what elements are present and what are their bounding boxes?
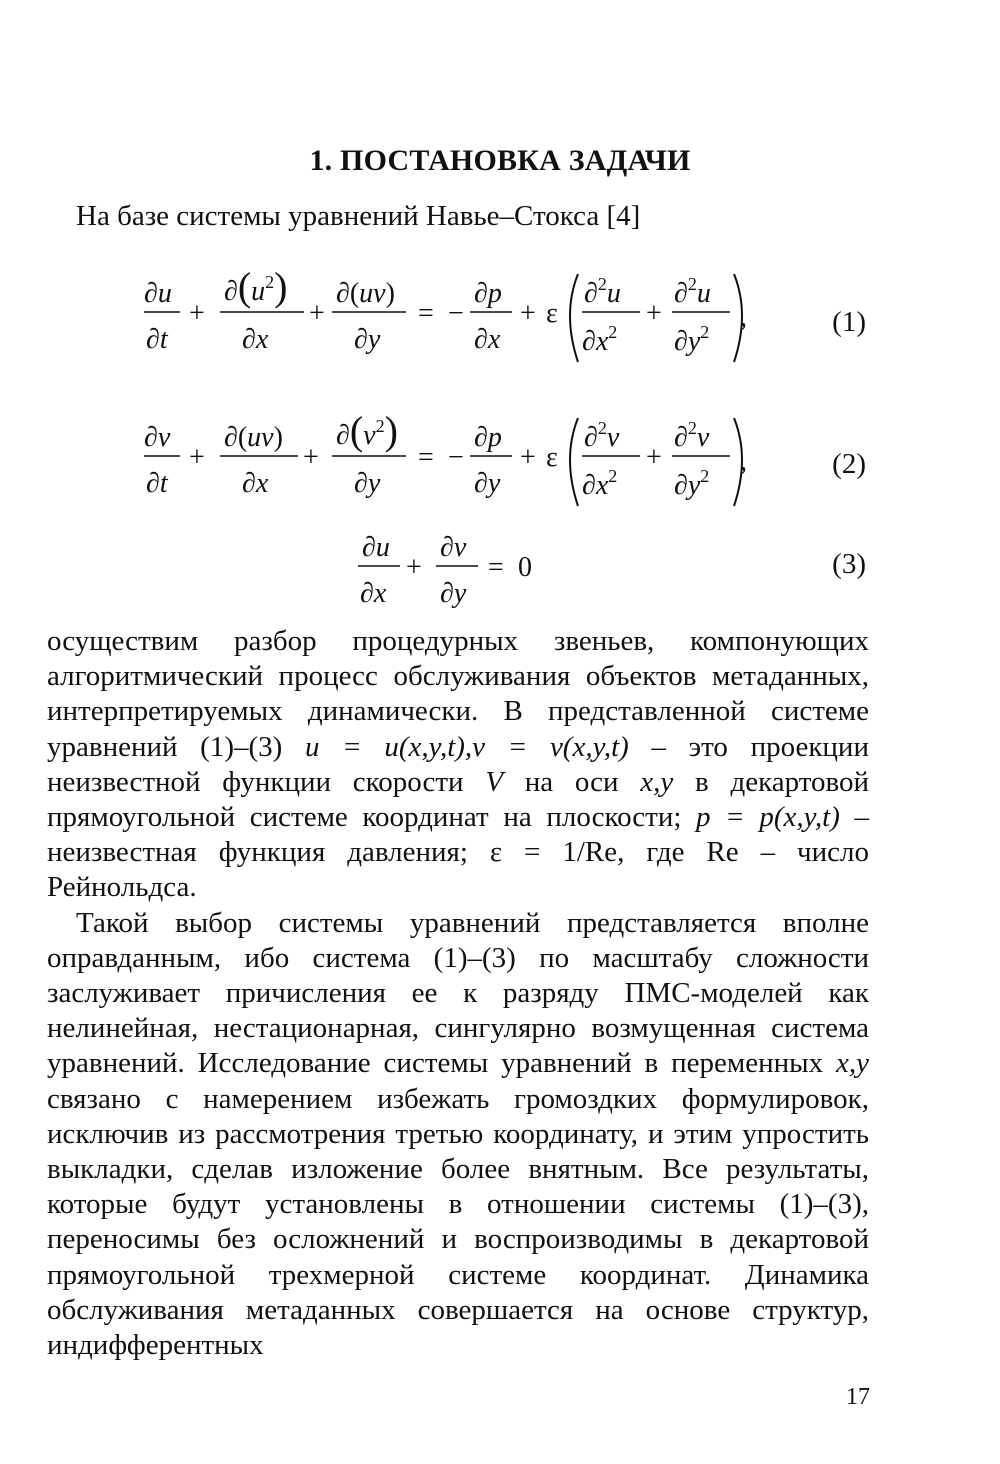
body-text [47, 624, 869, 1363]
svg-text:∂2u: ∂$^2$u [674, 274, 711, 309]
svg-text:∂t: ∂t [146, 324, 168, 355]
paragraph-1-text-1: осуществим разбор процедурных звеньев, компонующих алгоритмический процесс обслуживания объектов метаданных, интерпретируемых динамически. В представленной системе уравнений (1)–(3) [47, 625, 869, 763]
svg-text:+: + [520, 442, 536, 473]
svg-text:∂u: ∂u [362, 532, 390, 563]
section-heading: 1. ПОСТАНОВКА ЗАДАЧИ [309, 144, 691, 177]
equation-2-number: (2) [832, 448, 866, 480]
svg-text:+: + [309, 298, 325, 329]
svg-text:−: − [448, 442, 464, 473]
equation-1-number: (1) [832, 306, 866, 338]
svg-text:+: + [303, 442, 319, 473]
svg-text:∂(v2): $\partial(v^2)$ [336, 408, 398, 453]
svg-text:+: + [646, 442, 662, 473]
svg-text:+: + [520, 298, 536, 329]
svg-text:∂y: ∂y [474, 468, 501, 499]
svg-text:+: + [406, 552, 422, 583]
svg-text:,: , [740, 446, 747, 477]
svg-text:∂p: ∂p [474, 278, 502, 309]
svg-text:∂y: ∂y [354, 468, 381, 499]
velocity-symbol: V [485, 765, 504, 798]
variables-formula: x,y [836, 1047, 869, 1080]
equation-2 [0, 402, 1000, 512]
svg-text:∂u: ∂u [144, 278, 172, 309]
intro-line: На базе системы уравнений Навье–Стокса [4] [76, 200, 641, 232]
paragraph-1-text-2: – это проекции неизвестной функции скорости [47, 730, 869, 798]
svg-text:∂(uv): ∂(uv) [336, 278, 395, 309]
svg-text:=: = [488, 552, 504, 583]
svg-text:∂x: ∂x [360, 578, 387, 609]
equation-1 [0, 262, 1000, 372]
svg-text:∂v: ∂v [440, 532, 467, 563]
axes-formula: x,y [640, 765, 674, 798]
svg-text:∂2v: ∂$^2$v [584, 418, 620, 453]
svg-text:∂x2: $\partial x^2$ [582, 322, 618, 357]
svg-text:+: + [189, 298, 205, 329]
svg-text:∂(u2): $\partial(u^2)$ [224, 264, 288, 309]
paragraph-2 [47, 906, 869, 1364]
svg-text:=: = [418, 442, 434, 473]
page-number: 17 [846, 1384, 870, 1410]
svg-text:∂y2: $\partial y^2$ [674, 466, 710, 501]
svg-text:−: − [448, 298, 464, 329]
svg-text:∂y: ∂y [440, 578, 467, 609]
svg-text:=: = [418, 298, 434, 329]
svg-text:+: + [189, 442, 205, 473]
svg-text:∂y2: $\partial y^2$ [674, 322, 710, 357]
svg-text:∂2v: ∂$^2$v [674, 418, 710, 453]
paragraph-2-text-1: Такой выбор системы уравнений представляется вполне оправданным, ибо система (1)–(3) по масштабу сложности заслуживает причисления ее к разряду ПМС-моделей как нелинейная, нестационарная, сингулярно возмущенная система уравнений. Исследование системы уравнений в переменных [47, 906, 869, 1080]
svg-text:∂v: ∂v [144, 422, 171, 453]
svg-text:∂t: ∂t [146, 468, 168, 499]
paragraph-1-text-5: – неизвестная функция давления; ε = 1/Re, где Re – число Рейнольдса. [47, 801, 870, 904]
paragraph-1 [47, 624, 869, 906]
paragraph-1-text-3: на оси [503, 765, 641, 798]
svg-text:∂y: ∂y [354, 324, 381, 355]
velocity-components-formula: u = u(x,y,t),v = v(x,y,t) [304, 730, 629, 763]
svg-text:∂2u: ∂$^2$u [584, 274, 621, 309]
equation-3-number: (3) [832, 548, 866, 580]
svg-text:∂x: ∂x [242, 468, 269, 499]
svg-text:∂x: ∂x [474, 324, 501, 355]
svg-text:ε: ε [546, 298, 558, 329]
svg-text:∂x: ∂x [242, 324, 269, 355]
svg-text:0: 0 [518, 552, 532, 583]
paragraph-2-text-2: связано с намерением избежать громоздких формулировок, исключив из рассмотрения третью координату, и этим упростить выкладки, сделав изложение более внятным. Все результаты, которые будут установлены в отношении системы (1)–(3), переносимы без осложнений и воспроизводимы в декартовой прямоугольной трехмерной системе координат. Динамика обслуживания метаданных совершается на основе структур, индифферентных [47, 1082, 869, 1362]
svg-text:ε: ε [546, 442, 558, 473]
svg-text:+: + [646, 298, 662, 329]
svg-text:∂x2: $\partial x^2$ [582, 466, 618, 501]
paragraph-1-text-4: в декартовой прямоугольной системе координат на плоскости; [47, 765, 870, 834]
svg-text:∂p: ∂p [474, 422, 502, 453]
svg-text:∂(uv): ∂(uv) [224, 422, 283, 453]
svg-text:,: , [740, 302, 747, 333]
equation-3 [0, 522, 1000, 612]
pressure-formula: p = p(x,y,t) [696, 801, 840, 834]
